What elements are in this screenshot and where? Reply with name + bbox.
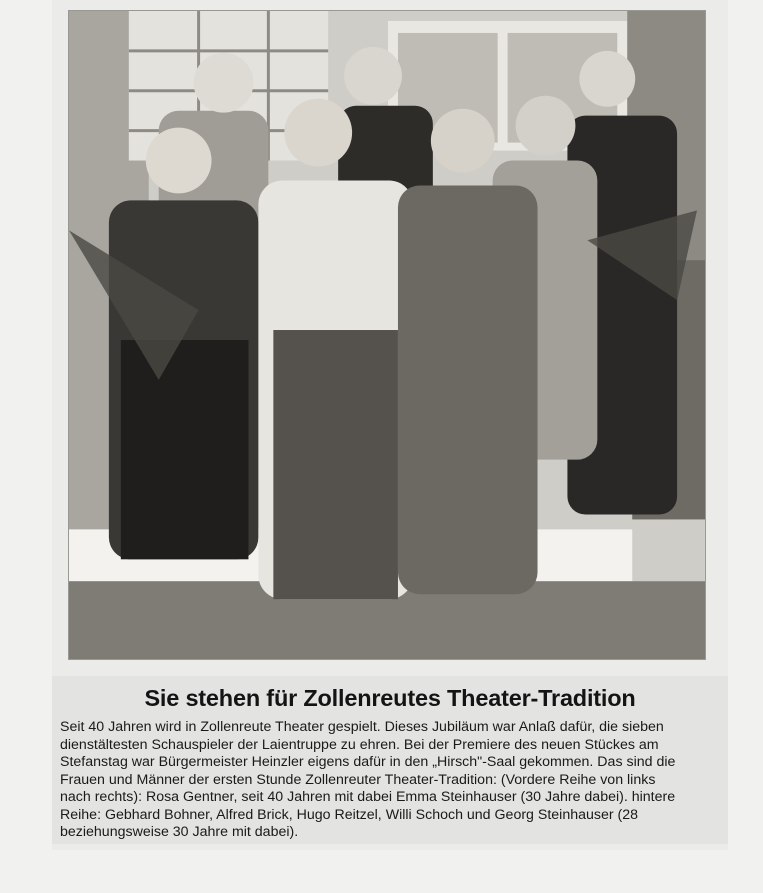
- body-line: dienstältesten Schauspieler der Laientruppe zu ehren. Bei der Premiere des neuen Stückes am: [60, 736, 659, 753]
- body-line: Stefanstag war Bürgermeister Heinzler eigens dafür in den „Hirsch"-Saal gekommen. Das sind die: [60, 754, 676, 770]
- body-line: beziehungsweise 30 Jahre mit dabei).: [60, 824, 299, 840]
- body-line: nach rechts): Rosa Gentner, seit 40 Jahren mit dabei Emma Steinhauser (30 Jahre dabei). hintere: [60, 789, 676, 805]
- body-line: Frauen und Männer der ersten Stunde Zollenreuter Theater-Tradition: (Vordere Reihe von links: [60, 771, 656, 788]
- body-line: Reihe: Gebhard Bohner, Alfred Brick, Hugo Reitzel, Willi Schoch und Georg Steinhauser (28: [60, 806, 639, 823]
- group-photo: [68, 10, 706, 660]
- article-caption: [52, 676, 728, 844]
- body-line: Seit 40 Jahren wird in Zollenreute Theater gespielt. Dieses Jubiläum war Anlaß dafür, die sieben: [60, 719, 664, 735]
- article-body: [60, 719, 724, 842]
- article-headline: Sie stehen für Zollenreutes Theater-Tradition: [144, 685, 636, 711]
- photo-illustration: [69, 11, 705, 659]
